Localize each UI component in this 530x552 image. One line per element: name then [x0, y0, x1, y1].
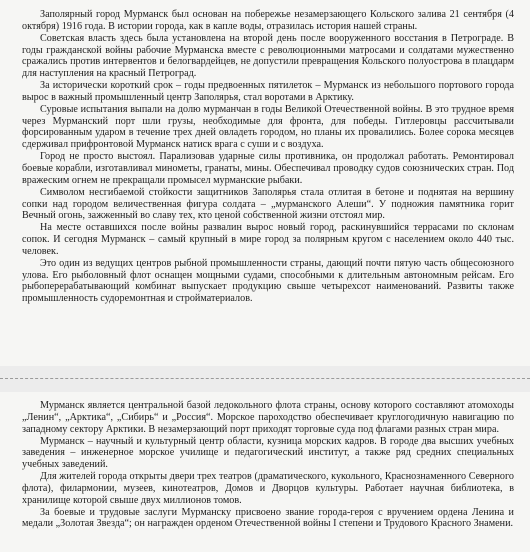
text-block-top: [22, 9, 514, 305]
paragraph: Это один из ведущих центров рыбной промышленности страны, дающий почти пятую часть общесоюзного улова. Его рыболовный флот оснащен мощными судами, способными к длительным автономным рейсам. Его рыбоперерабатывающий комбинат выпускает продукцию свыше четырехсот наименований. Развиты также промышленность судоремонтная и стройматериалов.: [22, 257, 514, 305]
text-block-bottom: [22, 400, 514, 530]
page-bottom: [0, 392, 530, 552]
paragraph: За боевые и трудовые заслуги Мурманску присвоено звание города-героя с вручением ордена Ленина и медали „Золотая Звезда“; он награжден орденом Отечественной войны I степени и Трудового Красного Знамени.: [22, 506, 514, 530]
paragraph: Город не просто выстоял. Парализовав ударные силы противника, он продолжал работать. Ремонтировал боевые корабли, изготавливал минометы, гранаты, мины. Обеспечивал проводку судов союзнических стран. Под вражеским огнем не прекращали промысел мурманские рыбаки.: [22, 151, 514, 186]
paragraph: На месте оставшихся после войны развалин вырос новый город, раскинувшийся террасами по склонам сопок. И сегодня Мурманск – самый крупный в мире город за полярным кругом с населением около 440 тыс. человек.: [22, 222, 514, 257]
paragraph: Мурманск – научный и культурный центр области, кузница морских кадров. В городе два высших учебных заведения – инженерное морское училище и педагогический институт, а также ряд средних специальных учебных заведений.: [22, 435, 514, 471]
page-separator: [0, 366, 530, 392]
paragraph: Мурманск является центральной базой ледокольного флота страны, основу которого составляют атомоходы „Ленин“, „Арктика“, „Сибирь“ и „Россия“. Морское пароходство обеспечивает круглогодичную навигацию по западному сектору Арктики. В незамерзающий порт приходят торговые суда под флагами разных стран мира.: [22, 400, 514, 435]
paragraph: Символом несгибаемой стойкости защитников Заполярья стала отлитая в бетоне и поднятая на вершину сопки над городом величественная фигура солдата – „мурманского Алеши“. У подножия памятника горит Вечный огонь, зажженный во славу тех, кто ценой собственной жизни отстоял мир.: [22, 186, 514, 222]
paragraph: За исторически короткий срок – годы предвоенных пятилеток – Мурманск из небольшого портового города вырос в важный промышленный центр Заполярья, стал воротами в Арктику.: [22, 80, 514, 103]
paragraph: Суровые испытания выпали на долю мурманчан в годы Великой Отечественной войны. В это трудное время через Мурманский порт шли грузы, необходимые для фронта, для победы. Гитлеровцы рассчитывали форсированным ударом в течение трех дней овладеть городом, но планы их провалились. Более сорока месяцев сдерживал прифронтовой Мурманск натиск врага с суши и с воздуха.: [22, 103, 514, 151]
paragraph: Для жителей города открыты двери трех театров (драматического, кукольного, Краснознаменного Северного флота), филармонии, музеев, кинотеатров, Домов и Дворцов культуры. Работает научная библиотека, в хранилище которой свыше двух миллионов томов.: [22, 471, 514, 506]
paragraph: Заполярный город Мурманск был основан на побережье незамерзающего Кольского залива 21 сентября (4 октября) 1916 года. В истории города, как в капле воды, отразилась история нашей страны.: [22, 9, 514, 32]
fold-line: [0, 378, 530, 379]
paragraph: Советская власть здесь была установлена на второй день после вооруженного восстания в Петрограде. В годы гражданской войны рабочие Мурманска вместе с революционными матросами и солдатами мужественно сражались против интервентов и белогвардейцев, не допустили превращения Кольского полуострова в плацдарм для наступления на красный Петроград.: [22, 32, 514, 80]
